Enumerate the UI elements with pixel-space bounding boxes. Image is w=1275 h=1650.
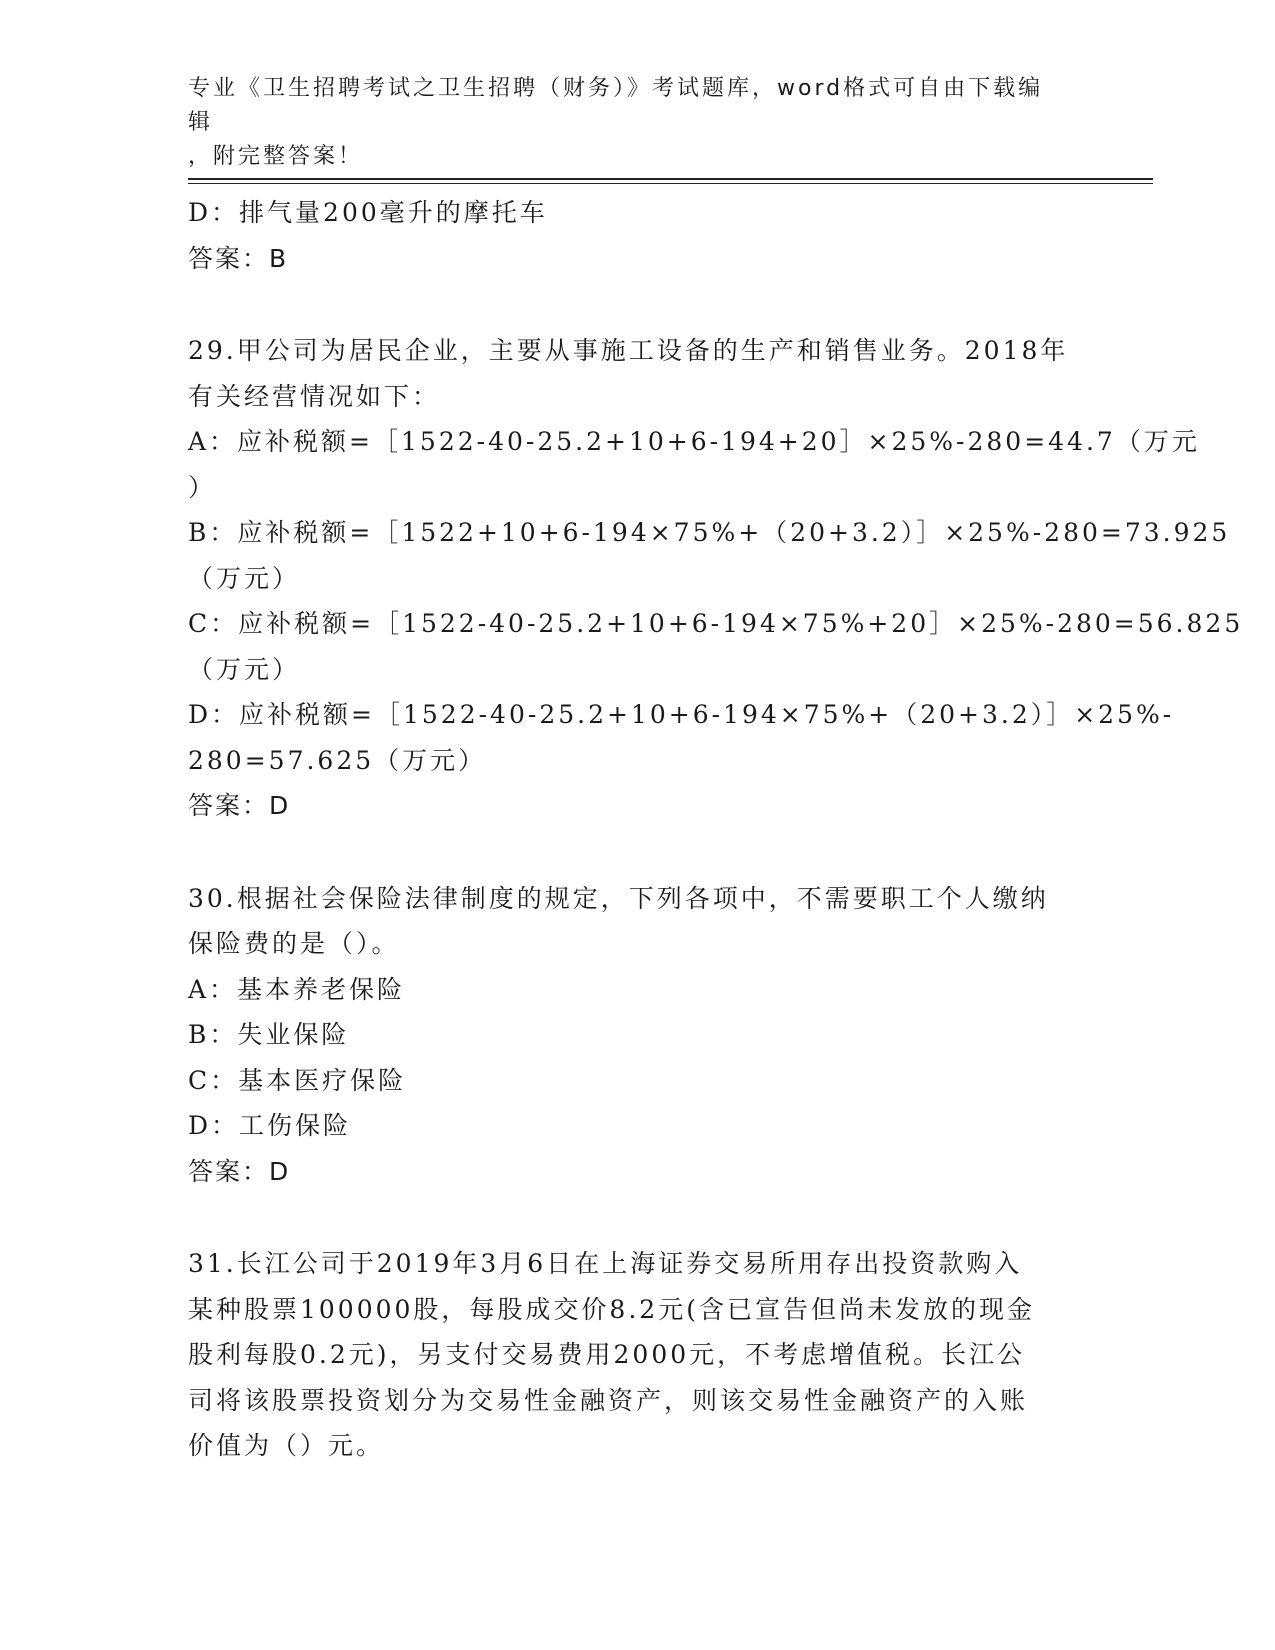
option-b: B：失业保险: [188, 1020, 350, 1049]
answer-line: 答案：D: [188, 791, 291, 820]
option-d: D：工伤保险: [188, 1111, 352, 1140]
spacer: [188, 829, 1088, 876]
question-stem-line: 31.长江公司于2019年3月6日在上海证券交易所用存出投资款购入: [188, 1249, 1023, 1278]
option-d: D：排气量200毫升的摩托车: [188, 198, 548, 227]
header-line-1: 专业《卫生招聘考试之卫生招聘（财务）》考试题库，word格式可自由下载编辑: [188, 76, 1044, 135]
answer-line: 答案：D: [188, 1156, 291, 1186]
option-a-cont: ）: [188, 472, 217, 502]
answer-line: 答案：B: [188, 243, 289, 273]
question-29: [188, 328, 1244, 829]
header-divider-thick: [188, 178, 1153, 180]
document-body: [188, 190, 1244, 1469]
question-stem-line: 股利每股0.2元)，另支付交易费用2000元，不考虑增值税。长江公: [188, 1340, 1026, 1369]
header-divider-thin: [188, 183, 1153, 184]
option-c: C：应补税额=［1522-40-25.2+10+6-194×75%+20］×25%-280=56.825: [188, 609, 1244, 638]
spacer: [188, 281, 1088, 328]
option-c: C：基本医疗保险: [188, 1065, 407, 1095]
option-a: A：基本养老保险: [188, 974, 406, 1004]
option-d-cont: 280=57.625（万元）: [188, 745, 487, 775]
question-stem-line: 价值为（）元。: [188, 1431, 385, 1460]
option-d: D：应补税额=［1522-40-25.2+10+6-194×75%+（20+3.2）］×25%-: [188, 700, 1175, 729]
question-stem-line: 某种股票100000股，每股成交价8.2元(含已宣告但尚未发放的现金: [188, 1294, 1035, 1324]
option-b: B：应补税额=［1522+10+6-194×75%+（20+3.2）］×25%-280=73.925: [188, 518, 1231, 547]
document-header: [188, 72, 1068, 174]
option-b-cont: （万元）: [188, 563, 301, 593]
question-31: [188, 1241, 1088, 1469]
header-line-2: ，附完整答案！: [188, 144, 364, 169]
question-stem-line: 保险费的是（）。: [188, 929, 400, 958]
question-30: [188, 876, 1088, 1195]
question-stem-line: 30.根据社会保险法律制度的规定，下列各项中，不需要职工个人缴纳: [188, 883, 1049, 913]
spacer: [188, 1194, 1088, 1241]
question-stem-line: 司将该股票投资划分为交易性金融资产，则该交易性金融资产的入账: [188, 1385, 1029, 1415]
option-c-cont: （万元）: [188, 654, 301, 684]
question-stem-line: 有关经营情况如下：: [188, 381, 441, 411]
option-a: A：应补税额=［1522-40-25.2+10+6-194+20］×25%-280=44.7（万元: [188, 427, 1200, 456]
question-stem-line: 29.甲公司为居民企业，主要从事施工设备的生产和销售业务。2018年: [188, 336, 1069, 365]
